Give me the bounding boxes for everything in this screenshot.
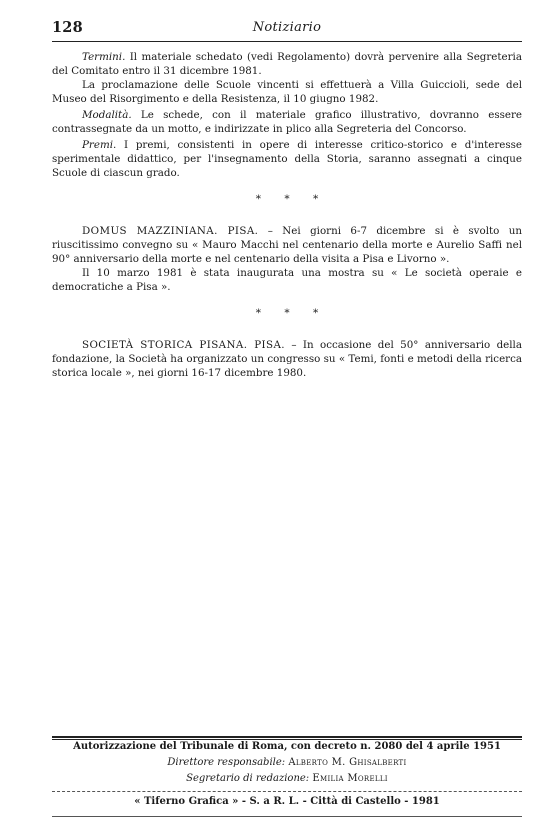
director-label: Direttore responsabile:: [167, 757, 286, 768]
paragraph-text: Il 10 marzo 1981 è stata inaugurata una mostra su « Le società operaie e democratiche a Pisa ».: [52, 267, 522, 293]
secretary-label: Segretario di redazione:: [186, 773, 310, 784]
paragraph-lead: Modalità.: [82, 109, 132, 121]
paragraph-text: La proclamazione delle Scuole vincenti si effettuerà a Villa Guiccioli, sede del Museo del Risorgimento e della Resistenza, il 10 giugno 1982.: [52, 79, 522, 105]
paragraph-termini: [52, 50, 522, 78]
paragraph-proclamation: [52, 78, 522, 106]
paragraph-lead: Premi.: [82, 139, 117, 151]
paragraph-text: – Nei giorni 6-7 dicembre si è svolto un riuscitissimo convegno su « Mauro Macchi nel centenario della morte e Aurelio Saffi nel 90° anniversario della morte e nel centenario della visita a Pisa e Livorno ».: [52, 225, 522, 265]
director-name: Alberto M. Ghisalberti: [288, 757, 407, 768]
footer-rule: [52, 791, 522, 792]
paragraph-text: Le schede, con il materiale grafico illustrativo, dovranno essere contrassegnate da un motto, e indirizzate in plico alla Segreteria del Concorso.: [52, 109, 522, 135]
footer-rule: [52, 739, 522, 740]
section-heading: SOCIETÀ STORICA PISANA. PISA.: [82, 339, 285, 351]
paragraph-modalita: [52, 108, 522, 136]
header-rule: [52, 41, 522, 42]
section-heading: DOMUS MAZZINIANA. PISA.: [82, 225, 259, 237]
paragraph-exhibition: [52, 266, 522, 294]
secretary-line: [52, 773, 522, 784]
paragraph-domus-mazziniana: [52, 224, 522, 266]
footer-rule: [52, 736, 522, 738]
paragraph-premi: [52, 138, 522, 180]
notice-body: [52, 50, 522, 380]
page-header: [52, 19, 522, 39]
running-title: Notiziario: [252, 20, 322, 35]
secretary-name: Emilia Morelli: [312, 773, 388, 784]
footer-rule: [52, 816, 522, 817]
authorization-line: Autorizzazione del Tribunale di Roma, con decreto n. 2080 del 4 aprile 1951: [73, 741, 501, 752]
printer-line: « Tiferno Grafica » - S. a R. L. - Città di Castello - 1981: [134, 796, 440, 807]
paragraph-text: I premi, consistenti in opere di interesse critico-storico e d'interesse sperimentale didattico, per l'insegnamento della Storia, saranno assegnati a cinque Scuole di ciascun grado.: [52, 139, 522, 179]
paragraph-text: – In occasione del 50° anniversario della fondazione, la Società ha organizzato un congresso su « Temi, fonti e metodi della ricerca storica locale », nei giorni 16-17 dicembre 1980.: [52, 339, 522, 379]
paragraph-societa-storica: [52, 338, 522, 380]
director-line: [52, 757, 522, 768]
paragraph-lead: Termini.: [82, 51, 126, 63]
section-separator: * * *: [255, 193, 329, 205]
page-number: 128: [52, 19, 83, 36]
paragraph-text: Il materiale schedato (vedi Regolamento) dovrà pervenire alla Segreteria del Comitato entro il 31 dicembre 1981.: [52, 51, 522, 77]
section-separator: * * *: [255, 307, 329, 319]
